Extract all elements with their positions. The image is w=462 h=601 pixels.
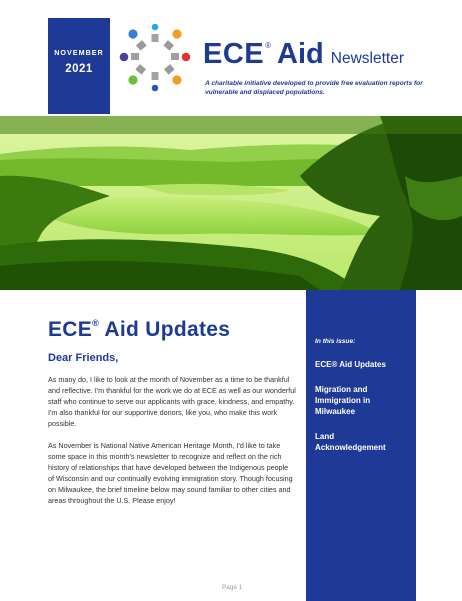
tagline: A charitable initiative developed to provide free evaluation reports for vulnerable and displaced populations. [205, 80, 423, 96]
issue-date-box [48, 18, 110, 114]
issue-year: 2021 [65, 63, 93, 75]
article-title-rest: Aid Updates [99, 318, 231, 341]
ece-aid-logo-icon [115, 22, 195, 94]
in-this-issue-sidebar [306, 290, 416, 601]
landscape-photo-green-tint [0, 116, 462, 290]
brand-ece: ECE [203, 38, 265, 70]
brand-newsletter: Newsletter [330, 50, 404, 67]
page-number: Page 1 [222, 584, 243, 591]
article-title-registered-mark: ® [92, 318, 100, 328]
greeting: Dear Friends, [48, 352, 119, 364]
issue-month: NOVEMBER [54, 48, 104, 57]
brand-wordmark [203, 38, 404, 72]
brand-aid: Aid [277, 38, 324, 70]
article-paragraph: As November is National Native American Heritage Month, I'd like to take some space in this month's newsletter to recognize and reflect on the rich history of relationships that have developed between the Indigenous people of Wisconsin and our continually evolving immigration story. Though focusing on Milwaukee, the brief timeline below may sound familiar to other cities and areas throughout the U.S. Please enjoy! [48, 441, 293, 505]
sidebar-item-migration[interactable]: Migration and Immigration in Milwaukee [315, 385, 371, 416]
brand-registered-mark: ® [265, 41, 272, 50]
article-title-ece: ECE [48, 318, 93, 341]
sidebar-title: In this issue: [315, 338, 356, 345]
article-title [48, 318, 296, 342]
article-paragraph: As many do, I like to look at the month of November as a time to be thankful and reflective. I'm thankful for the work we do at ECE as well as our wonderful staff who continue to serve our applicants with grace, kindness, and empathy. I'm also thankful for our supportive donors, like you, who make this work possible. [48, 375, 296, 428]
sidebar-item-aid-updates[interactable]: ECE® Aid Updates [315, 360, 386, 369]
main-article [48, 318, 296, 506]
sidebar-item-land-acknowledgement[interactable]: Land Acknowledgement [315, 432, 386, 452]
